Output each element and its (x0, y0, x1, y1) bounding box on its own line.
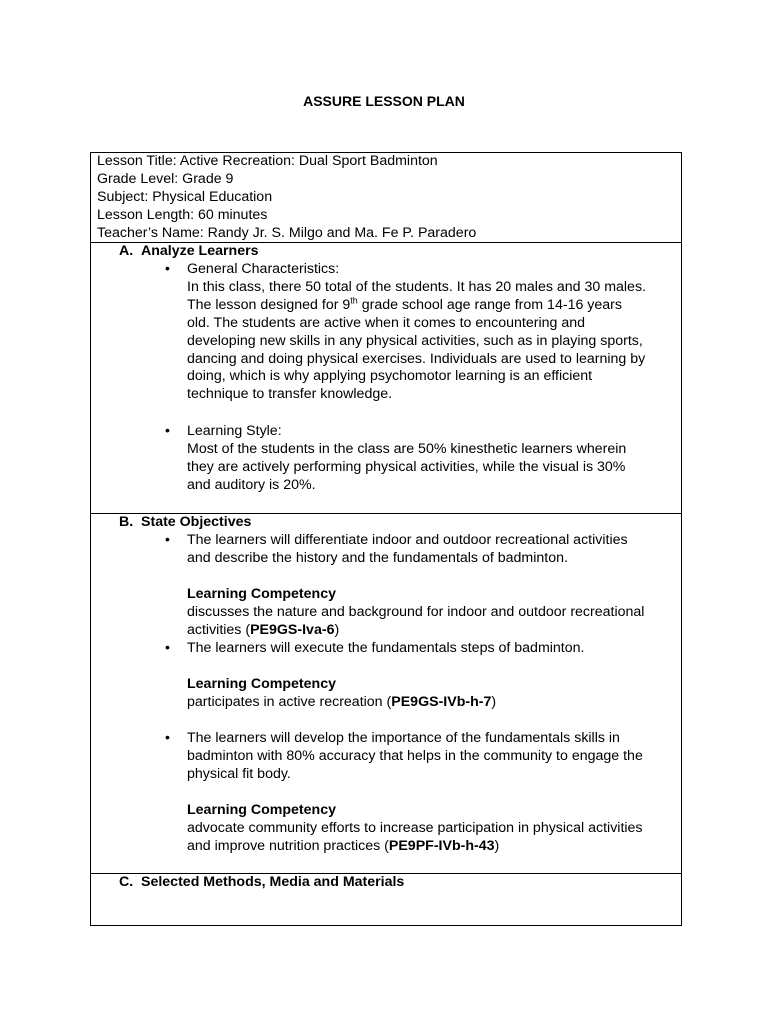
competency-code: PE9PF-IVb-h-43 (388, 837, 495, 854)
general-line-5: dancing and doing physical exercises. Individuals are used to learning by (187, 350, 646, 367)
general-label: General Characteristics: (187, 261, 340, 277)
competency-3-line-2: and improve nutrition practices (PE9PF-IVb-h-43) (187, 837, 500, 854)
style-line-1: Most of the students in the class are 50% kinesthetic learners wherein (187, 440, 627, 457)
bullet-icon: • (165, 640, 170, 656)
competency-1-line-2: activities (PE9GS-Iva-6) (187, 621, 340, 638)
style-line-3: and auditory is 20%. (187, 476, 316, 493)
section-c-title: Selected Methods, Media and Materials (141, 874, 405, 890)
section-b-heading (119, 514, 251, 532)
objective-3-line-1: The learners will develop the importance of the fundamentals skills in (187, 730, 620, 746)
competency-code: PE9GS-IVb-h-7 (391, 693, 492, 710)
bullet-icon: • (165, 423, 170, 439)
objective-3-line-3: physical fit body. (187, 765, 291, 782)
section-b-title: State Objectives (141, 514, 252, 530)
objective-1-line-1: The learners will differentiate indoor and outdoor recreational activities (187, 532, 628, 548)
section-c-letter: C. (119, 874, 134, 890)
bullet-icon: • (165, 261, 170, 277)
competency-3-label: Learning Competency (187, 802, 336, 818)
lesson-length: Lesson Length: 60 minutes (97, 206, 268, 223)
objective-2 (187, 640, 683, 658)
general-characteristics (187, 261, 683, 404)
learning-style (187, 423, 683, 495)
lesson-title: Lesson Title: Active Recreation: Dual Sport Badminton (97, 153, 438, 169)
style-line-2: they are actively performing physical activities, while the visual is 30% (187, 458, 626, 475)
general-line-1: In this class, there 50 total of the students. It has 20 males and 30 males. (187, 278, 646, 295)
section-a-heading (119, 243, 259, 261)
objective-1-line-2: and describe the history and the fundamentals of badminton. (187, 549, 568, 566)
competency-3 (187, 802, 683, 856)
document-title: ASSURE LESSON PLAN (303, 93, 465, 109)
lesson-info (97, 153, 677, 243)
objective-3 (187, 730, 683, 784)
objective-3-line-2: badminton with 80% accuracy that helps in the community to engage the (187, 747, 643, 764)
competency-3-line-1: advocate community efforts to increase participation in physical activities (187, 819, 643, 836)
competency-2-label: Learning Competency (187, 676, 336, 692)
teacher-name: Teacher’s Name: Randy Jr. S. Milgo and Ma. Fe P. Paradero (97, 224, 477, 241)
grade-level: Grade Level: Grade 9 (97, 170, 234, 187)
general-line-4: developing new skills in any physical activities, such as in playing sports, (187, 332, 643, 349)
competency-1-label: Learning Competency (187, 586, 336, 602)
section-a-letter: A. (119, 243, 134, 259)
general-line-3: old. The students are active when it comes to encountering and (187, 314, 586, 331)
competency-2-line-1: participates in active recreation (PE9GS-IVb-h-7) (187, 693, 497, 710)
style-label: Learning Style: (187, 423, 282, 439)
section-b-letter: B. (119, 514, 134, 530)
general-line-6: doing, which is why applying psychomotor learning is an efficient (187, 368, 593, 385)
competency-code: PE9GS-Iva-6 (250, 621, 335, 638)
competency-1-line-1: discusses the nature and background for indoor and outdoor recreational (187, 603, 645, 620)
section-a-title: Analyze Learners (141, 243, 259, 259)
objective-1 (187, 532, 683, 568)
subject: Subject: Physical Education (97, 188, 273, 205)
general-line-2: The lesson designed for 9th grade school age range from 14-16 years (187, 295, 622, 313)
competency-1 (187, 586, 683, 640)
lesson-plan-table (90, 152, 682, 926)
bullet-icon: • (165, 730, 170, 746)
general-line-7: technique to transfer knowledge. (187, 386, 393, 403)
objective-2-line-1: The learners will execute the fundamentals steps of badminton. (187, 640, 585, 656)
competency-2 (187, 676, 683, 712)
bullet-icon: • (165, 532, 170, 548)
section-c-heading (119, 874, 404, 892)
